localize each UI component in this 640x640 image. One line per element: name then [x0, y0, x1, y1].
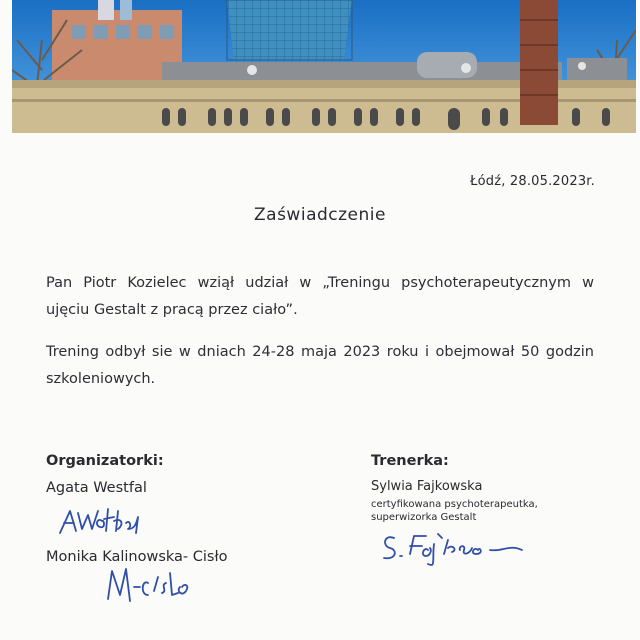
paragraph-line: Pan Piotr Kozielec wziął udział w „Treningu psychoterapeutycznym w	[46, 275, 594, 291]
paragraph-line: szkoleniowych.	[46, 371, 156, 387]
trainer-heading: Trenerka:	[371, 453, 449, 469]
trainer-title-line-2: superwizorka Gestalt	[371, 512, 477, 523]
organizers-heading: Organizatorki:	[46, 453, 164, 469]
header-photo	[12, 0, 636, 133]
paragraph-line: ujęciu Gestalt z pracą przez ciało”.	[46, 302, 298, 318]
signature-westfal	[58, 505, 148, 543]
place-date: Łódź, 28.05.2023r.	[470, 174, 595, 189]
signature-cislo	[104, 565, 199, 611]
document-title: Zaświadczenie	[254, 205, 386, 225]
paragraph-line: Trening odbył sie w dniach 24-28 maja 2023 roku i obejmował 50 godzin	[46, 344, 594, 360]
paragraph-training-details	[46, 339, 594, 393]
trainer-title-line-1: certyfikowana psychoterapeutka,	[371, 499, 538, 510]
organizer-name-cislo: Monika Kalinowska- Cisło	[46, 549, 228, 565]
organizer-name-westfal: Agata Westfal	[46, 480, 147, 496]
trainer-name: Sylwia Fajkowska	[371, 479, 483, 494]
paragraph-participation	[46, 270, 594, 324]
signature-fajkowska	[380, 530, 530, 574]
